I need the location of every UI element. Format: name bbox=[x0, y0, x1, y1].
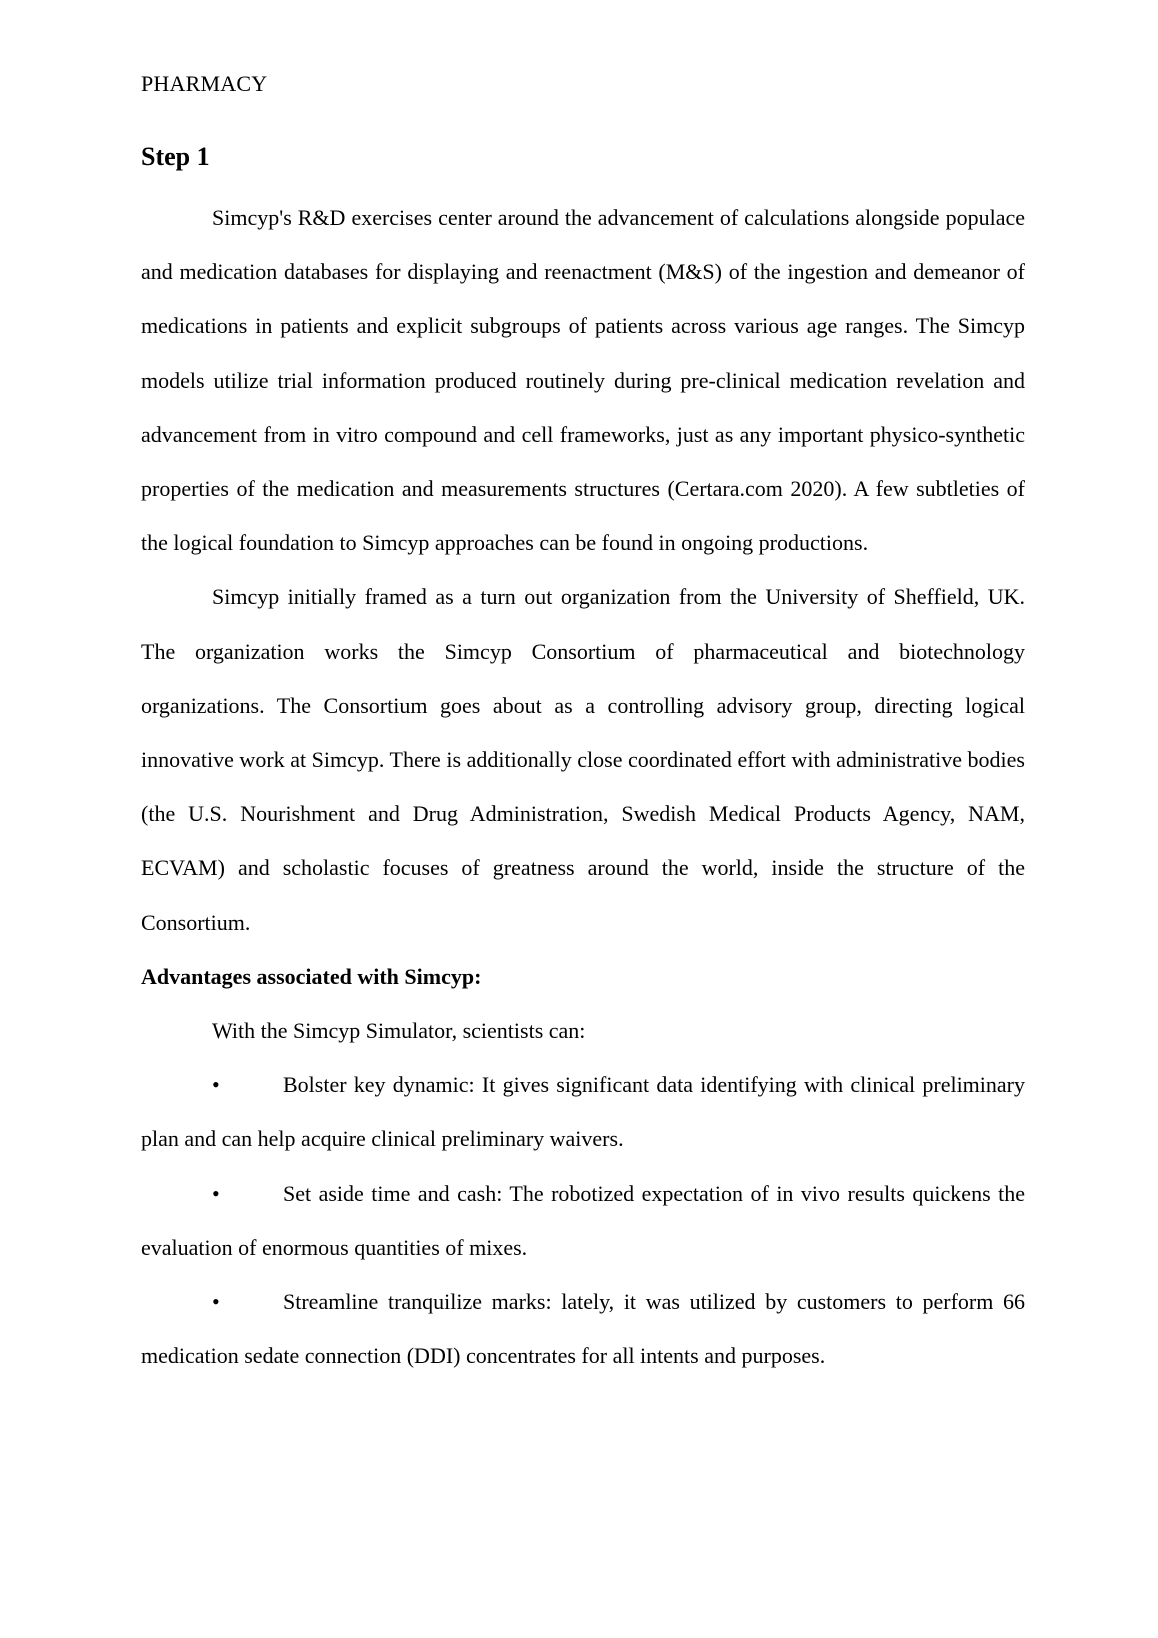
bullet-icon: • bbox=[212, 1180, 220, 1206]
paragraph-2: Simcyp initially framed as a turn out organization from the University of Sheffield, UK. The organization works the Simcyp Consortium of pharmaceutical and biotechnology organizations. The Consortium goes about as a controlling advisory group, directing logical innovative work at Simcyp. There is additionally close coordinated effort with administrative bodies (the U.S. Nourishment and Drug Administration, Swedish Medical Products Agency, NAM, ECVAM) and scholastic focuses of greatness around the world, inside the structure of the Consortium. bbox=[141, 584, 1025, 935]
advantages-intro: With the Simcyp Simulator, scientists can: bbox=[212, 1018, 586, 1044]
advantages-heading: Advantages associated with Simcyp: bbox=[141, 963, 482, 989]
section-title: Step 1 bbox=[141, 142, 210, 171]
advantage-item-3 bbox=[141, 1275, 1025, 1383]
bullet-icon: • bbox=[212, 1072, 220, 1098]
advantage-item-2 bbox=[141, 1167, 1025, 1275]
advantage-text-2: Set aside time and cash: The robotized expectation of in vivo results quickens the evaluation of enormous quantities of mixes. bbox=[141, 1180, 1025, 1260]
advantage-text-3: Streamline tranquilize marks: lately, it was utilized by customers to perform 66 medication sedate connection (DDI) concentrates for all intents and purposes. bbox=[141, 1289, 1025, 1369]
advantage-item-1 bbox=[141, 1058, 1025, 1166]
advantage-text-1: Bolster key dynamic: It gives significant data identifying with clinical preliminary plan and can help acquire clinical preliminary waivers. bbox=[141, 1072, 1025, 1152]
paragraph-1: Simcyp's R&D exercises center around the advancement of calculations alongside populace and medication databases for displaying and reenactment (M&S) of the ingestion and demeanor of medications in patients and explicit subgroups of patients across various age ranges. The Simcyp models utilize trial information produced routinely during pre-clinical medication revelation and advancement from in vitro compound and cell frameworks, just as any important physico-synthetic properties of the medication and measurements structures (Certara.com 2020). A few subtleties of the logical foundation to Simcyp approaches can be found in ongoing productions. bbox=[141, 205, 1025, 556]
section-body bbox=[141, 191, 1025, 1383]
running-head: PHARMACY bbox=[141, 71, 268, 96]
bullet-icon: • bbox=[212, 1289, 220, 1315]
